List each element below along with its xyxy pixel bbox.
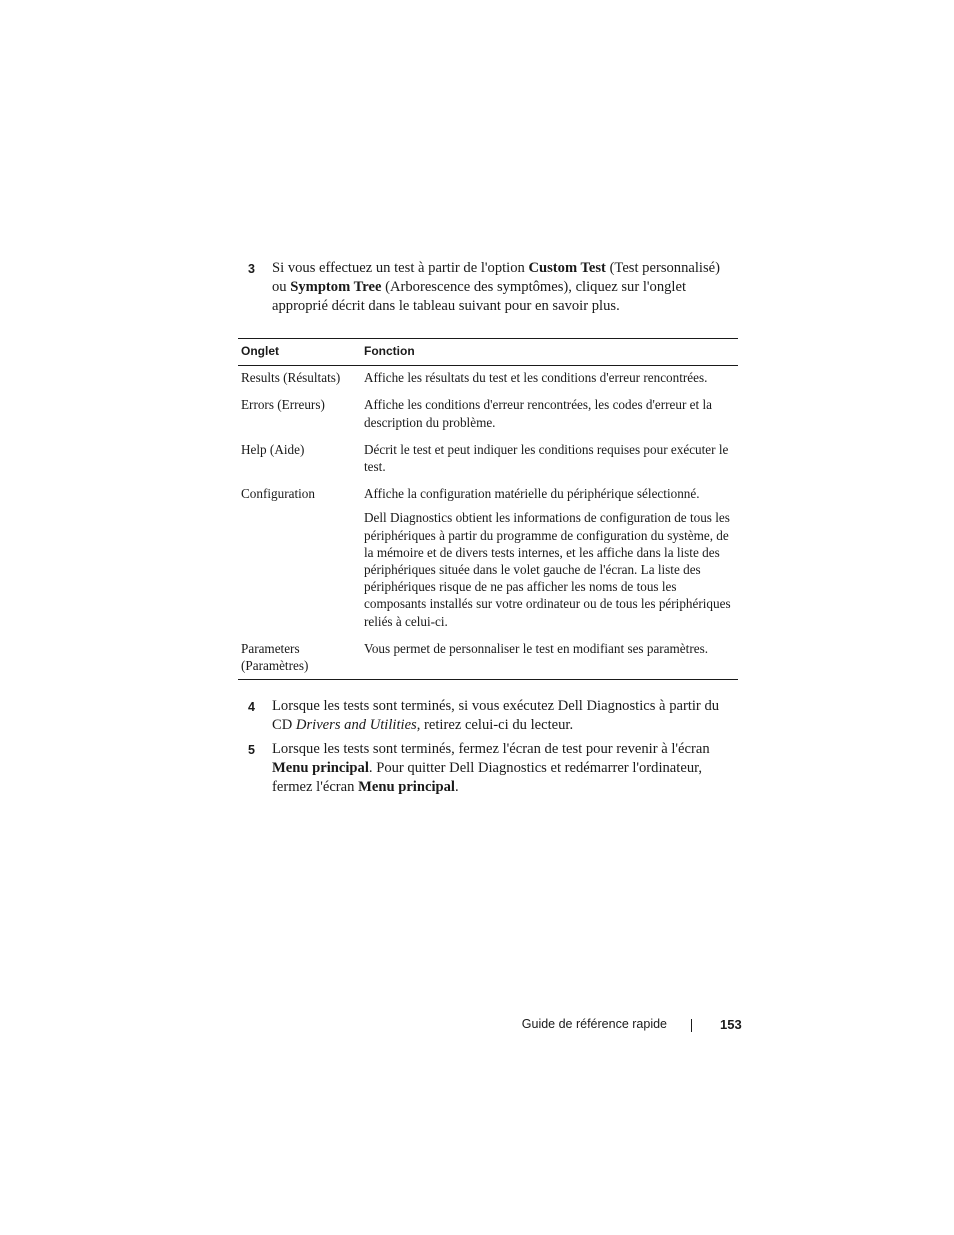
ui-term-symptom-tree: Symptom Tree — [290, 279, 382, 295]
ui-term-custom-test: Custom Test — [528, 260, 606, 276]
cell-tab: Errors (Erreurs) — [241, 397, 325, 413]
table-row — [238, 366, 738, 394]
text-run: Lorsque les tests sont terminés, si vous exécutez Dell Diagnostics à partir du CD — [272, 698, 720, 733]
text-run: Lorsque les tests sont terminés, fermez l'écran de test pour revenir à l'écran — [272, 741, 710, 757]
step-text — [272, 697, 738, 735]
step-number: 3 — [248, 262, 255, 276]
table-row — [238, 637, 738, 680]
text-run: . Pour quitter Dell Diagnostics et redémarrer l'ordinateur, fermez l'écran — [272, 760, 703, 795]
cell-desc: Affiche les conditions d'erreur rencontrées, les codes d'erreur et la description du problème. — [364, 397, 712, 430]
footer-title: Guide de référence rapide — [521, 1017, 667, 1031]
cell-tab: Configuration — [241, 486, 315, 502]
step-5 — [248, 740, 738, 797]
table-row — [238, 438, 738, 482]
table-header-row — [238, 339, 738, 366]
step-3 — [248, 259, 738, 316]
table-row — [238, 482, 738, 509]
text-run: (Test personnalisé) ou — [272, 260, 720, 295]
table-row-continued — [238, 509, 738, 636]
ui-term-main-menu: Menu principal — [272, 760, 369, 776]
text-run: (Arborescence des symptômes), cliquez sur l'onglet approprié décrit dans le tableau suivant pour en savoir plus. — [272, 279, 687, 314]
cell-desc: Vous permet de personnaliser le test en modifiant ses paramètres. — [361, 637, 738, 680]
footer-separator — [691, 1019, 692, 1032]
text-run: Si vous effectuez un test à partir de l'option — [272, 260, 529, 276]
cell-desc: Affiche la configuration matérielle du périphérique sélectionné. — [364, 486, 700, 502]
header-tab: Onglet — [238, 339, 361, 366]
header-function: Fonction — [361, 339, 738, 366]
page-number: 153 — [720, 1017, 742, 1032]
step-text — [272, 259, 738, 316]
text-run: , retirez celui-ci du lecteur. — [416, 717, 574, 733]
tabs-table — [238, 338, 738, 680]
cd-title: Drivers and Utilities — [295, 717, 417, 733]
cell-desc: Décrit le test et peut indiquer les conditions requises pour exécuter le test. — [364, 441, 729, 475]
cell-tab: Help (Aide) — [241, 441, 305, 457]
text-run: . — [454, 779, 459, 795]
table-row — [238, 393, 738, 437]
page-footer — [0, 1016, 954, 1036]
cell-tab: Parameters (Paramètres) — [238, 637, 361, 680]
step-number: 4 — [248, 700, 255, 714]
cell-desc: Affiche les résultats du test et les conditions d'erreur rencontrées. — [364, 370, 708, 386]
cell-tab: Results (Résultats) — [241, 370, 341, 386]
cell-desc: Dell Diagnostics obtient les informations de configuration de tous les périphériques à partir du programme de configuration du système, de la mémoire et de divers tests internes, et les affiche dans la liste des périphériques située dans le volet gauche de l'écran. La liste des périphériques risque de ne pas afficher les noms de tous les composants installés sur votre ordinateur ou de tous les périphériques reliés à celui-ci. — [364, 510, 731, 629]
step-text — [272, 740, 738, 797]
cell-empty — [238, 509, 361, 636]
step-4 — [248, 697, 738, 735]
step-number: 5 — [248, 743, 255, 757]
ui-term-main-menu: Menu principal — [358, 779, 455, 795]
